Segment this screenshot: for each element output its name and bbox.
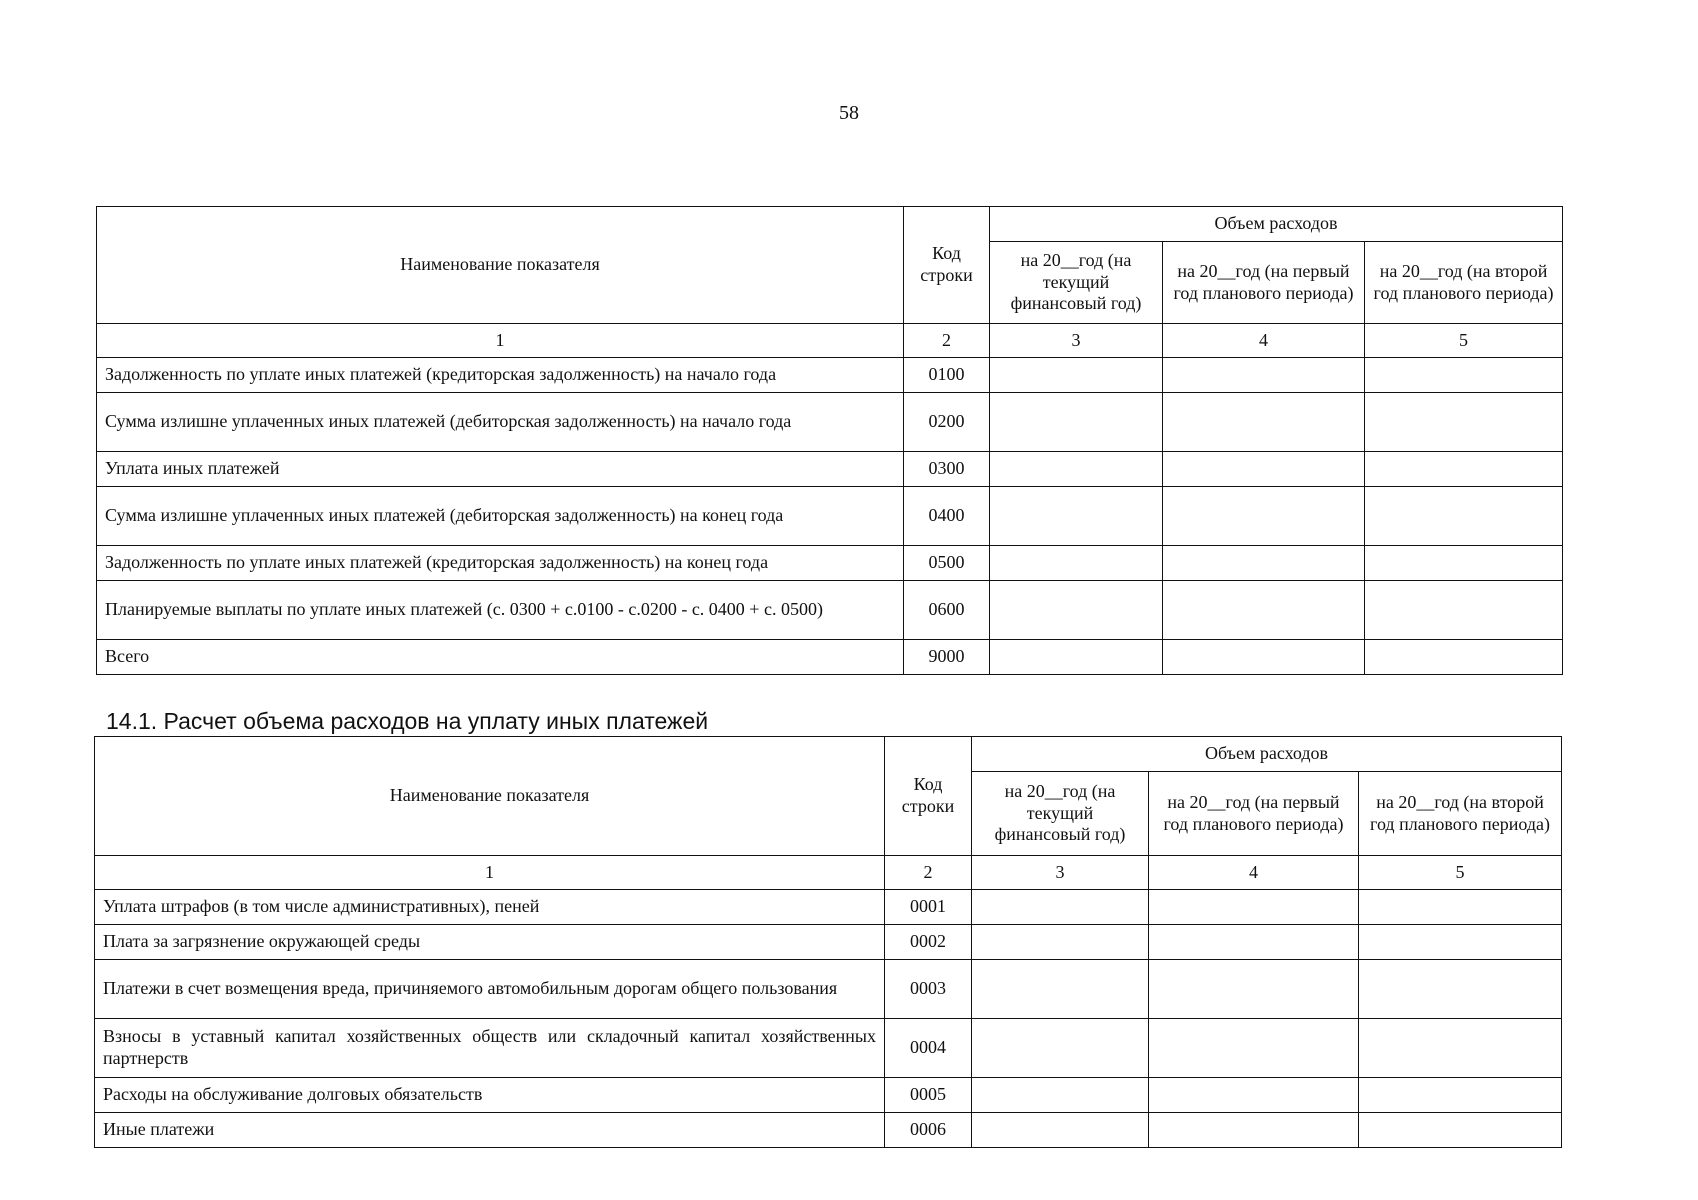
value-cell[interactable]: [1163, 358, 1365, 393]
value-cell[interactable]: [1149, 1078, 1359, 1113]
row-name: Задолженность по уплате иных платежей (кредиторская задолженность) на начало года: [97, 358, 904, 393]
row-name: Уплата иных платежей: [97, 452, 904, 487]
column-number: 2: [885, 856, 972, 890]
table-row: [95, 1113, 1562, 1148]
value-cell[interactable]: [1359, 1113, 1562, 1148]
table-row: [97, 581, 1563, 640]
table-row: [95, 960, 1562, 1019]
value-cell[interactable]: [990, 581, 1163, 640]
table-row: [97, 358, 1563, 393]
row-name: Задолженность по уплате иных платежей (кредиторская задолженность) на конец года: [97, 546, 904, 581]
value-cell[interactable]: [1163, 452, 1365, 487]
value-cell[interactable]: [972, 890, 1149, 925]
value-cell[interactable]: [1359, 925, 1562, 960]
table-row: [97, 393, 1563, 452]
header-year-current: на 20__год (на текущий финансовый год): [990, 242, 1163, 324]
value-cell[interactable]: [972, 925, 1149, 960]
row-code: 0500: [904, 546, 990, 581]
row-name: Уплата штрафов (в том числе административных), пеней: [95, 890, 885, 925]
row-name: Планируемые выплаты по уплате иных платежей (с. 0300 + с.0100 - с.0200 - с. 0400 + с. 0500): [97, 581, 904, 640]
table-row: [95, 1019, 1562, 1078]
table-row: [95, 925, 1562, 960]
header-year-first: на 20__год (на первый год планового периода): [1163, 242, 1365, 324]
value-cell[interactable]: [1163, 546, 1365, 581]
row-code: 0400: [904, 487, 990, 546]
table-row-total: [97, 640, 1563, 675]
row-code: 0004: [885, 1019, 972, 1078]
value-cell[interactable]: [1359, 1019, 1562, 1078]
row-name: Всего: [97, 640, 904, 675]
value-cell[interactable]: [1359, 1078, 1562, 1113]
column-number: 2: [904, 324, 990, 358]
column-number: 1: [95, 856, 885, 890]
value-cell[interactable]: [1365, 546, 1563, 581]
header-row: [95, 737, 1562, 772]
header-volume: Объем расходов: [990, 207, 1563, 242]
value-cell[interactable]: [990, 452, 1163, 487]
column-number: 3: [972, 856, 1149, 890]
header-row: [97, 207, 1563, 242]
row-code: 9000: [904, 640, 990, 675]
row-code: 0005: [885, 1078, 972, 1113]
value-cell[interactable]: [1163, 393, 1365, 452]
value-cell[interactable]: [1163, 581, 1365, 640]
row-name: Платежи в счет возмещения вреда, причиняемого автомобильным дорогам общего пользования: [95, 960, 885, 1019]
row-code: 0600: [904, 581, 990, 640]
header-name: Наименование показателя: [97, 207, 904, 324]
row-code: 0200: [904, 393, 990, 452]
value-cell[interactable]: [990, 487, 1163, 546]
value-cell[interactable]: [990, 358, 1163, 393]
row-name: Взносы в уставный капитал хозяйственных обществ или складочный капитал хозяйственных партнерств: [95, 1019, 885, 1078]
value-cell[interactable]: [1359, 890, 1562, 925]
column-number: 5: [1359, 856, 1562, 890]
column-number: 4: [1149, 856, 1359, 890]
table-row: [97, 487, 1563, 546]
row-code: 0002: [885, 925, 972, 960]
row-code: 0003: [885, 960, 972, 1019]
value-cell[interactable]: [990, 393, 1163, 452]
other-payments-table: [94, 736, 1562, 1148]
value-cell[interactable]: [1365, 640, 1563, 675]
header-code: Код строки: [904, 207, 990, 324]
row-name: Иные платежи: [95, 1113, 885, 1148]
value-cell[interactable]: [1365, 358, 1563, 393]
row-name: Плата за загрязнение окружающей среды: [95, 925, 885, 960]
header-year-second: на 20__год (на второй год планового периода): [1365, 242, 1563, 324]
value-cell[interactable]: [1149, 1019, 1359, 1078]
header-year-current: на 20__год (на текущий финансовый год): [972, 772, 1149, 856]
value-cell[interactable]: [972, 1113, 1149, 1148]
value-cell[interactable]: [1365, 393, 1563, 452]
expenses-table: [96, 206, 1563, 675]
column-number: 3: [990, 324, 1163, 358]
column-number: 1: [97, 324, 904, 358]
column-numbers-row: [95, 856, 1562, 890]
value-cell[interactable]: [1149, 1113, 1359, 1148]
row-name: Расходы на обслуживание долговых обязательств: [95, 1078, 885, 1113]
value-cell[interactable]: [1163, 640, 1365, 675]
row-code: 0006: [885, 1113, 972, 1148]
column-numbers-row: [97, 324, 1563, 358]
value-cell[interactable]: [972, 1078, 1149, 1113]
row-name: Сумма излишне уплаченных иных платежей (дебиторская задолженность) на начало года: [97, 393, 904, 452]
value-cell[interactable]: [990, 546, 1163, 581]
value-cell[interactable]: [990, 640, 1163, 675]
value-cell[interactable]: [1149, 890, 1359, 925]
table-row: [97, 546, 1563, 581]
header-year-second: на 20__год (на второй год планового периода): [1359, 772, 1562, 856]
table-row: [95, 1078, 1562, 1113]
section-title: 14.1. Расчет объема расходов на уплату иных платежей: [106, 708, 709, 734]
table-row: [97, 452, 1563, 487]
header-code: Код строки: [885, 737, 972, 856]
table-row: [95, 890, 1562, 925]
value-cell[interactable]: [972, 960, 1149, 1019]
row-code: 0100: [904, 358, 990, 393]
value-cell[interactable]: [1365, 487, 1563, 546]
value-cell[interactable]: [1163, 487, 1365, 546]
row-code: 0001: [885, 890, 972, 925]
value-cell[interactable]: [1365, 581, 1563, 640]
value-cell[interactable]: [1149, 960, 1359, 1019]
value-cell[interactable]: [1365, 452, 1563, 487]
header-name: Наименование показателя: [95, 737, 885, 856]
row-code: 0300: [904, 452, 990, 487]
header-volume: Объем расходов: [972, 737, 1562, 772]
header-year-first: на 20__год (на первый год планового периода): [1149, 772, 1359, 856]
row-name: Сумма излишне уплаченных иных платежей (дебиторская задолженность) на конец года: [97, 487, 904, 546]
value-cell[interactable]: [1149, 925, 1359, 960]
column-number: 4: [1163, 324, 1365, 358]
value-cell[interactable]: [1359, 960, 1562, 1019]
page-number: 58: [839, 102, 859, 124]
column-number: 5: [1365, 324, 1563, 358]
value-cell[interactable]: [972, 1019, 1149, 1078]
